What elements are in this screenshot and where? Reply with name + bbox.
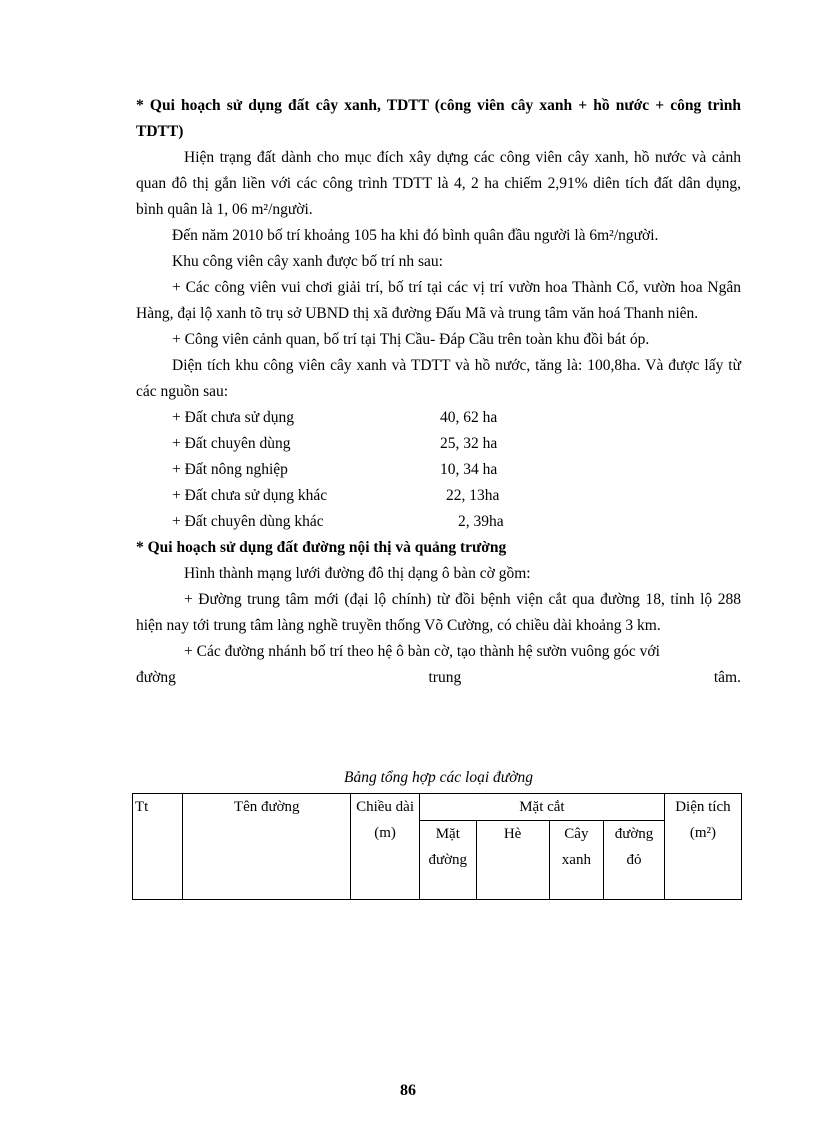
paragraph: Hình thành mạng lưới đường đô thị dạng ô bàn cờ gồm: — [184, 565, 531, 582]
road-summary-table — [132, 793, 742, 900]
source-label: + Đất chưa sử dụng khác — [172, 487, 328, 504]
source-value: 22, 13ha — [446, 487, 500, 504]
paragraph: + Đường trung tâm mới (đại lộ chính) từ đồi bệnh viện cắt qua đường 18, tỉnh lộ 288 hiện nay tới trung tâm làng nghề truyền thống Võ Cường, có chiều dài khoảng 3 km. — [136, 591, 741, 634]
page-content — [136, 93, 741, 691]
page-number: 86 — [400, 1082, 416, 1099]
header-length: Chiều dài (m) — [351, 794, 420, 900]
word: trung — [428, 669, 462, 686]
source-label: + Đất chuyên dùng khác — [172, 513, 324, 530]
paragraph: + Các công viên vui chơi giải trí, bố trí tại các vị trí vườn hoa Thành Cổ, vườn hoa Ngân Hàng, đại lộ xanh tõ trụ sở UBND thị xã đường Đấu Mã và trung tâm văn hoá Thanh niên. — [136, 279, 741, 322]
paragraph: Diện tích khu công viên cây xanh và TDTT và hồ nước, tăng là: 100,8ha. Và được lấy từ các nguồn sau: — [136, 357, 741, 400]
paragraph: Hiện trạng đất dành cho mục đích xây dựng các công viên cây xanh, hồ nước và cảnh quan đô thị gắn liền với các công trình TDTT là 4, 2 ha chiếm 2,91% diên tích đất dân dụng, bình quân là 1, 06 m²/người. — [136, 149, 741, 218]
header-tt: Tt — [133, 794, 183, 900]
source-value: 25, 32 ha — [440, 435, 498, 452]
header-area: Diện tích (m²) — [664, 794, 741, 900]
list-item — [136, 509, 741, 535]
paragraph: + Các đường nhánh bố trí theo hệ ô bàn cờ, tạo thành hệ sườn vuông góc với — [184, 643, 660, 660]
header-road-name: Tên đường — [183, 794, 351, 900]
paragraph-last-line — [136, 665, 741, 691]
list-item — [136, 457, 741, 483]
subheader-sidewalk: Hè — [476, 821, 549, 900]
list-item — [136, 405, 741, 431]
header-cross-section: Mặt cắt — [420, 794, 665, 821]
land-source-list — [136, 405, 741, 535]
subheader-red-line: đường đỏ — [604, 821, 665, 900]
source-value: 10, 34 ha — [440, 461, 498, 478]
paragraph: Đến năm 2010 bố trí khoảng 105 ha khi đó bình quân đầu người là 6m²/người. — [172, 227, 659, 244]
subheader-road-surface: Mặt đường — [420, 821, 477, 900]
subheader-trees: Cây xanh — [549, 821, 604, 900]
source-label: + Đất chưa sử dụng — [172, 409, 294, 426]
table-caption: Bảng tổng hợp các loại đường — [343, 769, 534, 786]
source-value: 40, 62 ha — [440, 409, 498, 426]
paragraph: + Công viên cảnh quan, bố trí tại Thị Cầu- Đáp Cầu trên toàn khu đồi bát óp. — [172, 331, 650, 348]
section-heading-roads: * Qui hoạch sử dụng đất đường nội thị và quảng trường — [136, 539, 507, 556]
paragraph: Khu công viên cây xanh được bố trí nh sau: — [172, 253, 443, 270]
source-value: 2, 39ha — [458, 513, 504, 530]
source-label: + Đất nông nghiệp — [172, 461, 288, 478]
list-item — [136, 483, 741, 509]
list-item — [136, 431, 741, 457]
section-heading-greenery: * Qui hoạch sử dụng đất cây xanh, TDTT (công viên cây xanh + hồ nước + công trình TDTT) — [136, 97, 741, 140]
word: đường — [136, 669, 176, 686]
source-label: + Đất chuyên dùng — [172, 435, 291, 452]
table-header-row — [133, 794, 742, 821]
word: tâm. — [713, 669, 741, 686]
